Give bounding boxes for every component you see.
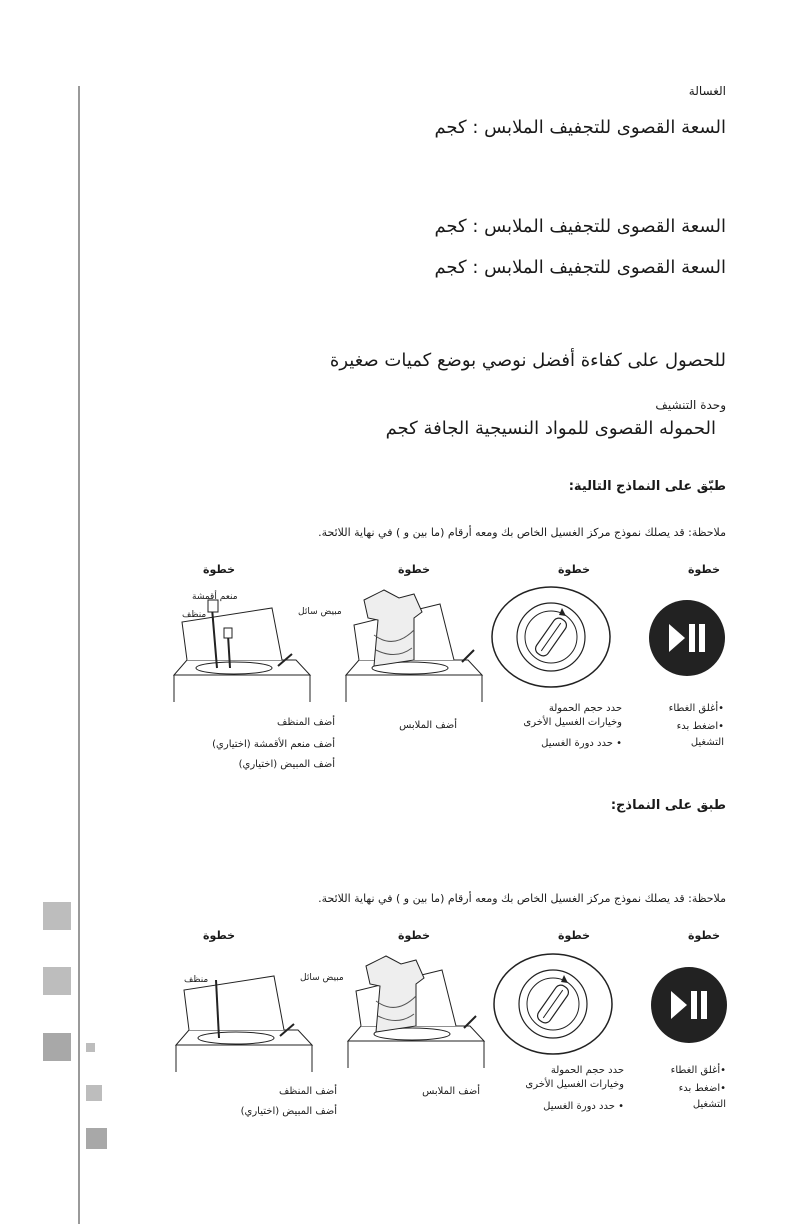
step-2-caption-3: • حدد دورة الغسيل bbox=[541, 738, 622, 749]
margin-rule bbox=[78, 86, 80, 1224]
section-2-heading: طبق على النماذج: bbox=[610, 798, 726, 813]
step-3-caption-1-b: أضف الملابس bbox=[422, 1086, 480, 1097]
step-1-caption-1: •أغلق الغطاء bbox=[668, 703, 724, 714]
step-2-caption-1-b: حدد حجم الحمولة bbox=[550, 1065, 624, 1076]
section-2-note: ملاحظة: قد يصلك نموذج مركز الغسيل الخاص بك ومعه أرقام (ما بين و ) في نهاية اللائحة. bbox=[318, 892, 726, 905]
step-2-caption-2-b: وخيارات الغسيل الأخرى bbox=[525, 1079, 624, 1090]
step-4-label: خطوة bbox=[203, 563, 236, 576]
step-4-caption-2-b: أضف المبيض (اختياري) bbox=[240, 1106, 337, 1117]
add-clothes-illustration bbox=[344, 590, 484, 702]
softener-callout: منعم أقمشة bbox=[192, 592, 238, 602]
section-1-heading: طبّق على النماذج التالية: bbox=[568, 479, 726, 494]
side-tab-1 bbox=[43, 902, 71, 930]
step-1-caption-3-b: التشغيل bbox=[692, 1099, 726, 1110]
section-1-note: ملاحظة: قد يصلك نموذج مركز الغسيل الخاص بك ومعه أرقام (ما بين و ) في نهاية اللائحة. bbox=[318, 526, 726, 539]
step-4-caption-1-b: أضف المنظف bbox=[279, 1086, 337, 1097]
step-2-caption-1: حدد حجم الحمولة bbox=[548, 703, 622, 714]
step-2-label-b: خطوة bbox=[558, 929, 591, 942]
play-pause-icon-b bbox=[650, 966, 728, 1044]
liquid-bleach-callout: مبيض سائل bbox=[298, 607, 342, 617]
step-1-label-b: خطوة bbox=[688, 929, 721, 942]
cycle-dial-icon bbox=[491, 586, 611, 688]
index-marker-1 bbox=[86, 1043, 95, 1052]
play-pause-icon bbox=[648, 599, 726, 677]
step-1-label: خطوة bbox=[688, 563, 721, 576]
step-2-caption-2: وخيارات الغسيل الأخرى bbox=[523, 717, 622, 728]
dryer-title: وحدة التنشيف bbox=[655, 398, 726, 412]
capacity-line-1: السعة القصوى للتجفيف الملابس : كجم bbox=[434, 117, 726, 138]
step-4-caption-3: أضف المبيض (اختياري) bbox=[238, 759, 335, 770]
step-3-caption-1: أضف الملابس bbox=[399, 720, 457, 731]
capacity-line-2: السعة القصوى للتجفيف الملابس : كجم bbox=[434, 216, 726, 237]
detergent-callout-b: منظف bbox=[184, 975, 209, 985]
capacity-line-3: السعة القصوى للتجفيف الملابس : كجم bbox=[434, 257, 726, 278]
step-4-caption-2: أضف منعم الأقمشة (اختياري) bbox=[212, 739, 335, 750]
detergent-callout: منظف bbox=[182, 610, 207, 620]
step-3-label-b: خطوة bbox=[398, 929, 431, 942]
index-marker-2 bbox=[86, 1085, 102, 1101]
step-1-caption-1-b: •أغلق الغطاء bbox=[670, 1065, 726, 1076]
efficiency-note: للحصول على كفاءة أفضل نوصي بوضع كميات صغيرة bbox=[329, 350, 726, 371]
step-1-caption-2-b: •اضغط بدء bbox=[678, 1083, 726, 1094]
step-1-caption-3: التشغيل bbox=[690, 737, 724, 748]
add-clothes-illustration-b bbox=[346, 956, 486, 1068]
liquid-bleach-callout-b: مبيض سائل bbox=[300, 973, 344, 983]
index-marker-3 bbox=[86, 1128, 107, 1149]
cycle-dial-icon-b bbox=[493, 953, 613, 1055]
side-tab-2 bbox=[43, 967, 71, 995]
step-2-caption-3-b: • حدد دورة الغسيل bbox=[543, 1101, 624, 1112]
dryer-capacity: الحموله القصوى للمواد النسيجية الجافة كجم bbox=[385, 418, 716, 439]
step-4-label-b: خطوة bbox=[203, 929, 236, 942]
step-2-label: خطوة bbox=[558, 563, 591, 576]
side-tab-3 bbox=[43, 1033, 71, 1061]
step-3-label: خطوة bbox=[398, 563, 431, 576]
step-1-caption-2: •اضغط بدء bbox=[676, 721, 724, 732]
washer-title: الغسالة bbox=[688, 84, 726, 98]
step-4-caption-1: أضف المنظف bbox=[277, 717, 335, 728]
